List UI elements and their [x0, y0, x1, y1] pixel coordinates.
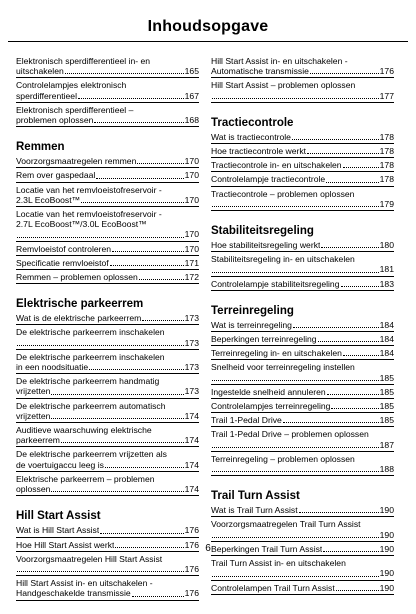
entry-text: Controlelampjes elektronisch	[16, 80, 127, 91]
entry-text: Wat is terreinregeling	[211, 319, 292, 330]
section-heading: Trail Turn Assist	[211, 490, 300, 503]
entry-page: 184	[379, 319, 394, 330]
leader-dots	[212, 471, 379, 472]
entry-line	[211, 583, 394, 593]
toc-entry[interactable]	[211, 132, 394, 144]
toc-entry[interactable]	[16, 209, 199, 242]
entry-text: Remmen – problemen oplossen	[16, 272, 138, 283]
leader-dots	[212, 380, 379, 381]
entry-line	[211, 279, 394, 289]
page-title: Inhoudsopgave	[147, 18, 269, 35]
leader-dots	[212, 576, 379, 577]
entry-page: 179	[379, 198, 394, 209]
entry-line	[16, 564, 199, 574]
entry-page: 190	[379, 543, 394, 554]
entry-page: 176	[379, 66, 394, 77]
leader-dots	[336, 590, 379, 591]
entry-line	[16, 525, 199, 535]
entry-text: oplossen	[16, 484, 51, 495]
entry-page: 174	[184, 484, 199, 495]
entry-text: Locatie van het remvloeistofreservoir -	[16, 209, 162, 220]
entry-page: 176	[184, 588, 199, 599]
leader-dots	[341, 286, 379, 287]
entry-text: Voorzorgsmaatregelen Hill Start Assist	[16, 553, 163, 564]
entry-line	[16, 460, 199, 470]
leader-dots	[94, 122, 183, 123]
entry-line	[16, 229, 199, 239]
leader-dots	[96, 178, 183, 179]
entry-text: Automatische transmissie	[211, 66, 309, 77]
entry-line	[16, 272, 199, 282]
entry-text: Elektronisch sperdifferentieel in- en	[16, 56, 151, 66]
toc-entry[interactable]	[211, 160, 394, 172]
toc-entry[interactable]	[16, 170, 199, 182]
entry-text: De elektrische parkeerrem inschakelen	[16, 351, 165, 362]
leader-dots	[132, 596, 184, 597]
entry-text: Tractiecontrole in- en uitschakelen	[211, 160, 342, 171]
toc-section	[211, 489, 394, 594]
entry-line	[211, 160, 394, 170]
leader-dots	[307, 153, 379, 154]
entry-line	[16, 362, 199, 372]
entry-line	[16, 91, 199, 101]
leader-dots	[139, 279, 184, 280]
leader-dots	[292, 139, 379, 140]
entry-line	[211, 66, 394, 76]
leader-dots	[212, 447, 379, 448]
entry-line	[211, 264, 394, 274]
entry-page: 170	[184, 194, 199, 205]
entry-line	[211, 568, 394, 578]
entry-line	[16, 386, 199, 396]
entry-page: 167	[184, 90, 199, 101]
entry-page: 178	[379, 160, 394, 171]
entry-page: 170	[184, 229, 199, 240]
entry-page: 190	[379, 568, 394, 579]
leader-dots	[100, 533, 183, 534]
entry-page: 173	[184, 313, 199, 324]
toc-entry[interactable]	[16, 327, 199, 349]
entry-page: 173	[184, 386, 199, 397]
entry-text: 2.7L EcoBoost™/3.0L EcoBoost™	[16, 219, 147, 230]
leader-dots	[326, 182, 378, 183]
entry-text: problemen oplossen	[16, 115, 94, 126]
leader-dots	[212, 98, 379, 99]
entry-line	[211, 174, 394, 184]
toc-entry[interactable]	[211, 146, 394, 158]
entry-text: Locatie van het remvloeistofreservoir -	[16, 184, 162, 195]
toc-entry[interactable]	[211, 519, 394, 541]
toc-entry[interactable]	[16, 554, 199, 576]
entry-line	[16, 66, 199, 76]
leader-dots	[212, 537, 379, 538]
entry-text: Stabiliteitsregeling in- en uitschakelen	[211, 254, 355, 265]
entry-page: 174	[184, 459, 199, 470]
toc-entry[interactable]	[211, 56, 394, 78]
entry-line	[211, 387, 394, 397]
toc-entry[interactable]	[211, 387, 394, 399]
entry-text: Controlelampje stabiliteitsregeling	[211, 278, 340, 289]
toc-entry[interactable]	[16, 185, 199, 207]
entry-text: Trail 1-Pedal Drive	[211, 415, 282, 426]
toc-section	[16, 140, 199, 284]
entry-line	[16, 313, 199, 323]
entry-line	[211, 464, 394, 474]
toc-entry[interactable]	[211, 454, 394, 476]
entry-text: Elektrische parkeerrem – problemen	[16, 473, 155, 484]
entry-text: Controlelampen Trail Turn Assist	[211, 582, 335, 593]
section-heading: Hill Start Assist	[16, 510, 101, 523]
leader-dots	[321, 247, 378, 248]
entry-page: 188	[379, 464, 394, 475]
toc-entry[interactable]	[211, 240, 394, 252]
toc-entry[interactable]	[16, 525, 199, 537]
entry-page: 170	[184, 156, 199, 167]
toc-entry[interactable]	[16, 272, 199, 284]
entry-page: 190	[379, 582, 394, 593]
leader-dots	[65, 73, 184, 74]
entry-text: Hill Start Assist – problemen oplossen	[211, 80, 356, 91]
toc-entry[interactable]	[16, 449, 199, 471]
entry-page: 185	[379, 401, 394, 412]
toc-entry[interactable]	[211, 174, 394, 186]
entry-text: Tractiecontrole – problemen oplossen	[211, 188, 355, 199]
entry-text: Beperkingen terreinregeling	[211, 334, 317, 345]
entry-text: Hill Start Assist in- en uitschakelen -	[16, 578, 153, 589]
entry-text: parkeerrem	[16, 435, 60, 446]
entry-line	[16, 258, 199, 268]
leader-dots	[331, 408, 378, 409]
leader-dots	[293, 327, 379, 328]
entry-text: Terreinregeling – problemen oplossen	[211, 453, 355, 464]
toc-entry[interactable]	[16, 313, 199, 325]
toc-section	[211, 116, 394, 211]
toc-entry[interactable]	[211, 348, 394, 360]
entry-page: 177	[379, 90, 394, 101]
entry-line	[211, 348, 394, 358]
entry-page: 173	[184, 362, 199, 373]
entry-page: 173	[184, 337, 199, 348]
leader-dots	[212, 272, 379, 273]
entry-line	[16, 156, 199, 166]
toc-entry[interactable]	[211, 429, 394, 451]
toc-entry[interactable]	[16, 474, 199, 496]
toc-section	[16, 56, 199, 127]
toc-entry[interactable]	[16, 578, 199, 600]
leader-dots	[142, 320, 183, 321]
entry-text: Elektronisch sperdifferentieel –	[16, 104, 134, 115]
toc-section	[211, 56, 394, 103]
entry-text: Specificatie remvloeistof	[16, 257, 109, 268]
entry-page: 178	[379, 146, 394, 157]
entry-line	[16, 115, 199, 125]
entry-text: Trail 1-Pedal Drive – problemen oplossen	[211, 429, 369, 440]
entry-text: 2.3L EcoBoost™	[16, 194, 81, 205]
entry-text: de voertuigaccu leeg is	[16, 459, 104, 470]
entry-text: Beperkingen Trail Turn Assist	[211, 543, 323, 554]
toc-entry[interactable]	[211, 80, 394, 102]
entry-text: vrijzetten	[16, 386, 51, 397]
entry-text: De elektrische parkeerrem inschakelen	[16, 327, 165, 338]
entry-text: Hoe tractiecontrole werkt	[211, 146, 307, 157]
entry-page: 190	[379, 505, 394, 516]
leader-dots	[51, 491, 183, 492]
toc-section	[16, 509, 199, 600]
entry-text: Controlelampje tractiecontrole	[211, 174, 326, 185]
entry-page: 170	[184, 243, 199, 254]
entry-text: in een noodsituatie	[16, 362, 89, 373]
entry-line	[211, 146, 394, 156]
section-heading: Remmen	[16, 141, 65, 154]
entry-page: 184	[379, 348, 394, 359]
entry-line	[211, 91, 394, 101]
entry-text: Terreinregeling in- en uitschakelen	[211, 348, 342, 359]
entry-line	[211, 373, 394, 383]
toc-entry[interactable]	[211, 254, 394, 276]
leader-dots	[51, 418, 183, 419]
entry-line	[16, 588, 199, 598]
entry-line	[16, 484, 199, 494]
toc-entry[interactable]	[211, 189, 394, 211]
leader-dots	[310, 73, 379, 74]
entry-text: vrijzetten	[16, 410, 51, 421]
entry-page: 165	[184, 66, 199, 77]
entry-text: Ingestelde snelheid annuleren	[211, 386, 326, 397]
entry-line	[211, 199, 394, 209]
entry-page: 170	[184, 170, 199, 181]
entry-page: 172	[184, 272, 199, 283]
toc-entry[interactable]	[16, 156, 199, 168]
toc-entry[interactable]	[211, 415, 394, 427]
leader-dots	[343, 355, 379, 356]
entry-line	[211, 240, 394, 250]
entry-page: 176	[184, 539, 199, 550]
toc-entry[interactable]	[16, 80, 199, 102]
toc-entry[interactable]	[16, 244, 199, 256]
entry-line	[16, 244, 199, 254]
toc-column-left	[16, 56, 199, 614]
entry-text: Remvloeistof controleren	[16, 243, 112, 254]
leader-dots	[51, 394, 183, 395]
entry-line	[211, 415, 394, 425]
leader-dots	[78, 98, 184, 99]
toc-entry[interactable]	[16, 56, 199, 78]
entry-page: 184	[379, 334, 394, 345]
toc-entry[interactable]	[16, 376, 199, 398]
entry-page: 181	[379, 264, 394, 275]
toc-section	[211, 224, 394, 291]
entry-text: Auditieve waarschuwing elektrische	[16, 425, 152, 436]
entry-text: Snelheid voor terreinregeling instellen	[211, 362, 355, 373]
page-number: 6	[205, 543, 211, 554]
toc-entry[interactable]	[211, 362, 394, 384]
entry-text: Voorzorgsmaatregelen remmen	[16, 156, 137, 167]
entry-page: 176	[184, 563, 199, 574]
leader-dots	[112, 251, 184, 252]
leader-dots	[89, 369, 184, 370]
toc-entry[interactable]	[211, 401, 394, 413]
leader-dots	[343, 167, 379, 168]
leader-dots	[327, 394, 379, 395]
entry-text: Voorzorgsmaatregelen Trail Turn Assist	[211, 519, 361, 530]
entry-text: Controlelampjes terreinregeling	[211, 401, 331, 412]
leader-dots	[110, 265, 184, 266]
entry-page: 183	[379, 278, 394, 289]
entry-text: Hill Start Assist in- en uitschakelen -	[211, 56, 348, 66]
toc-entry[interactable]	[16, 425, 199, 447]
entry-line	[211, 401, 394, 411]
toc-section	[211, 304, 394, 476]
entry-page: 174	[184, 435, 199, 446]
leader-dots	[318, 341, 379, 342]
leader-dots	[17, 571, 184, 572]
entry-page: 180	[379, 240, 394, 251]
entry-line	[16, 411, 199, 421]
entry-page: 190	[379, 529, 394, 540]
entry-text: Wat is Trail Turn Assist	[211, 505, 298, 516]
entry-text: Wat is tractiecontrole	[211, 131, 291, 142]
entry-text: Hoe Hill Start Assist werkt	[16, 539, 115, 550]
entry-page: 171	[184, 257, 199, 268]
entry-page: 185	[379, 386, 394, 397]
toc-section	[16, 297, 199, 496]
entry-line	[16, 435, 199, 445]
leader-dots	[17, 345, 184, 346]
entry-line	[211, 530, 394, 540]
entry-page: 174	[184, 410, 199, 421]
toc-entry[interactable]	[16, 401, 199, 423]
toc-entry[interactable]	[16, 352, 199, 374]
entry-text: De elektrische parkeerrem handmatig	[16, 376, 160, 387]
entry-text: uitschakelen	[16, 66, 64, 77]
entry-text: De elektrische parkeerrem vrijzetten als	[16, 449, 167, 460]
entry-page: 187	[379, 439, 394, 450]
leader-dots	[299, 512, 379, 513]
section-heading: Terreinregeling	[211, 304, 294, 317]
section-heading: Elektrische parkeerrem	[16, 298, 144, 311]
entry-page: 178	[379, 174, 394, 185]
leader-dots	[105, 467, 184, 468]
entry-text: Wat is Hill Start Assist	[16, 525, 100, 536]
leader-dots	[61, 442, 184, 443]
leader-dots	[283, 422, 379, 423]
entry-page: 168	[184, 115, 199, 126]
toc-entry[interactable]	[211, 583, 394, 595]
toc-entry[interactable]	[211, 505, 394, 517]
entry-page: 185	[379, 372, 394, 383]
entry-line	[211, 505, 394, 515]
entry-page: 178	[379, 131, 394, 142]
toc-column-right	[211, 56, 394, 608]
entry-line	[211, 132, 394, 142]
entry-line	[16, 170, 199, 180]
section-heading: Tractiecontrole	[211, 116, 294, 129]
toc-entry[interactable]	[16, 105, 199, 127]
entry-text: Handgeschakelde transmissie	[16, 588, 131, 599]
entry-page: 185	[379, 415, 394, 426]
leader-dots	[81, 202, 183, 203]
toc-entry[interactable]	[211, 334, 394, 346]
toc-entry[interactable]	[211, 558, 394, 580]
leader-dots	[17, 237, 184, 238]
entry-text: Trail Turn Assist in- en uitschakelen	[211, 558, 346, 569]
header-rule	[8, 41, 408, 42]
leader-dots	[212, 206, 379, 207]
entry-line	[211, 440, 394, 450]
entry-line	[16, 338, 199, 348]
toc-entry[interactable]	[211, 279, 394, 291]
toc-entry[interactable]	[16, 258, 199, 270]
entry-text: Hoe stabiliteitsregeling werkt	[211, 240, 321, 251]
entry-text: sperdifferentieel	[16, 90, 77, 101]
entry-page: 176	[184, 525, 199, 536]
section-heading: Stabiliteitsregeling	[211, 225, 314, 238]
entry-line	[211, 320, 394, 330]
entry-line	[211, 334, 394, 344]
entry-text: De elektrische parkeerrem automatisch	[16, 400, 166, 411]
entry-text: Wat is de elektrische parkeerrem	[16, 313, 142, 324]
entry-text: Rem over gaspedaal	[16, 170, 96, 181]
leader-dots	[137, 163, 183, 164]
entry-line	[16, 195, 199, 205]
toc-entry[interactable]	[211, 320, 394, 332]
